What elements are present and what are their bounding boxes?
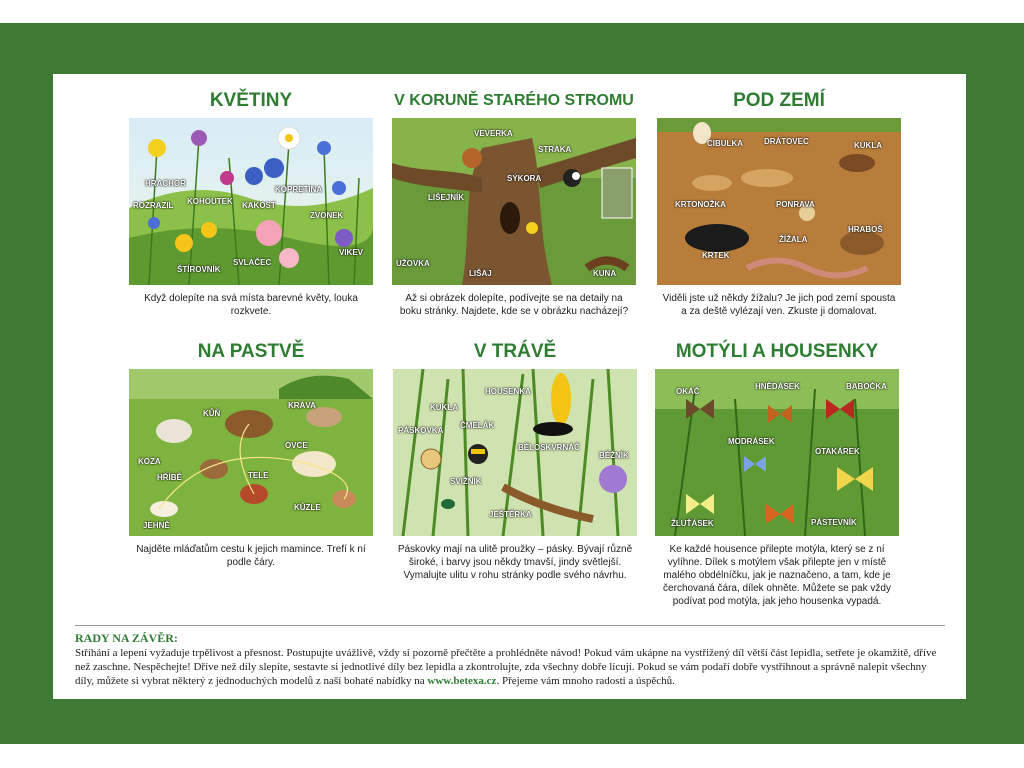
- creature-label: HOUSENKA: [485, 387, 531, 396]
- meadow-flowers-illustration: [129, 118, 373, 285]
- creature-label: PONRAVA: [776, 200, 815, 209]
- panel-title: V TRÁVĚ: [473, 341, 557, 362]
- panel-title: MOTÝLI A HOUSENKY: [675, 341, 879, 362]
- creature-label: JEŠTĚRKA: [489, 510, 532, 519]
- flower-label: SVLAČEC: [233, 258, 272, 267]
- panel-caption: Ke každé housence přilepte motýla, který se z ní vylíhne. Dílek s motýlem však přilepte jen v místě malého obdélníčku, jak je naznačeno, a tam, kde je čerchovaná čára, dílek ohněte. Můžete se pak vždy podívat pod motýla, jak jeho housenka vypadá.: [663, 544, 891, 607]
- flower-label: ZVONEK: [310, 211, 344, 220]
- animal-label: KOZA: [138, 457, 161, 466]
- creature-label: SVIŽNÍK: [450, 477, 482, 486]
- animal-label: HŘÍBĚ: [157, 473, 182, 482]
- animal-label: UŽOVKA: [396, 259, 430, 268]
- panel-caption: Viděli jste už někdy žížalu? Je jich pod zemí spousta a za deště vylézají ven. Zkuste ji domalovat.: [662, 293, 896, 317]
- panel-pod-zemi: [657, 88, 901, 318]
- creature-label: ČMELÁK: [460, 421, 495, 430]
- tips-text: Stříhání a lepení vyžaduje trpělivost a přesnost. Postupujte uvážlivě, vždy si pozorně přečtěte a prohlédněte návod! Pokud vám ukápne na vystřižený díl větší část lepidla, setřete je okamžitě, dříve než zaschne. Nespěchejte! Dříve než díly slepíte, sestavte si jednotlivé díly bez lepidla a zkontrolujte, zda všechny dobře lícují. Pokud se vám podaří dobře vystřihnout a správně nalepit všechny díly, můžete si vybrat některý z jednoduchých modelů z naší bohaté nabídky na: [75, 647, 937, 687]
- flower-label: ROZRAZIL: [133, 201, 174, 210]
- tips-heading: RADY NA ZÁVĚR:: [75, 631, 178, 645]
- animal-label: KŮZLE: [294, 503, 321, 512]
- panel-caption: Najděte mláďatům cestu k jejich mamince. Trefí k ní podle čáry.: [136, 544, 366, 568]
- flower-label: HRACHOR: [145, 179, 186, 188]
- animal-label: LIŠEJNÍK: [428, 193, 465, 202]
- butterfly-label: MODRÁSEK: [728, 437, 775, 446]
- animal-label: KŮŇ: [203, 409, 221, 418]
- flower-label: ŠTÍROVNÍK: [177, 265, 221, 274]
- underground-illustration: [657, 118, 901, 285]
- creature-label: KUKLA: [430, 403, 458, 412]
- tips-paragraph: [75, 646, 947, 688]
- butterflies-illustration: [655, 369, 899, 536]
- website-link[interactable]: www.betexa.cz: [427, 675, 497, 687]
- pasture-illustration: [129, 369, 373, 536]
- animal-label: TELE: [248, 471, 269, 480]
- creature-label: KUKLA: [854, 141, 882, 150]
- divider: [75, 625, 945, 626]
- animal-label: OVCE: [285, 441, 308, 450]
- creature-label: BĚŽNÍK: [599, 451, 629, 460]
- creature-label: BĚLOSKVRNÁČ: [518, 443, 580, 452]
- animal-label: KRÁVA: [288, 401, 316, 410]
- butterfly-label: BABOČKA: [846, 382, 887, 391]
- panel-caption: Páskovky mají na ulitě proužky – pásky. Bývají různě široké, i barvy jsou někdy tmavší, jindy světlejší. Vymalujte ulitu v rohu stránky podle svého návrhu.: [397, 544, 633, 581]
- creature-label: HRABOŠ: [848, 225, 883, 234]
- panel-title: KVĚTINY: [209, 90, 293, 111]
- animal-label: LIŠAJ: [469, 269, 492, 278]
- panel-koruna: [392, 88, 636, 318]
- panel-caption: Když dolepíte na svá místa barevné květy, louka rozkvete.: [144, 293, 358, 317]
- animal-label: JEHNĚ: [143, 521, 170, 530]
- creature-label: KRTONOŽKA: [675, 200, 726, 209]
- panel-title: NA PASTVĚ: [197, 341, 305, 362]
- animal-label: KUNA: [593, 269, 617, 278]
- butterfly-label: ŽLUŤÁSEK: [671, 519, 714, 528]
- panel-motyli: [655, 339, 899, 608]
- panel-na-pastve: [129, 339, 373, 569]
- creature-label: PÁSKOVKA: [398, 426, 444, 435]
- butterfly-label: OTAKÁREK: [815, 447, 860, 456]
- animal-label: SÝKORA: [507, 174, 542, 183]
- animal-label: STRAKA: [538, 145, 572, 154]
- tips-text-end: . Přejeme vám mnoho radosti a úspěchů.: [496, 675, 675, 687]
- butterfly-label: HNĚDÁSEK: [755, 382, 800, 391]
- panel-kvetiny: [129, 88, 373, 318]
- panel-caption: Až si obrázek dolepíte, podívejte se na detaily na boku stránky. Najdete, kde se v obrázku nacházejí?: [399, 293, 629, 317]
- butterfly-label: PÁSTEVNÍK: [811, 518, 857, 527]
- flower-label: KAKOST: [242, 201, 276, 210]
- animal-label: VEVERKA: [474, 129, 513, 138]
- panel-title: V KORUNĚ STARÉHO STROMU: [394, 92, 634, 109]
- flower-label: VIKEV: [339, 248, 364, 257]
- grass-illustration: [393, 369, 637, 536]
- flower-label: KOHOUTEK: [187, 197, 233, 206]
- panel-title: POD ZEMÍ: [733, 90, 825, 111]
- creature-label: ŽÍŽALA: [779, 235, 808, 244]
- panel-v-trave: [393, 339, 637, 582]
- creature-label: KRTEK: [702, 251, 730, 260]
- butterfly-label: OKÁČ: [676, 387, 700, 396]
- tree-crown-illustration: [392, 118, 636, 285]
- flower-label: KOPRETINA: [275, 185, 323, 194]
- creature-label: DRÁTOVEC: [764, 137, 809, 146]
- creature-label: CIBULKA: [707, 139, 743, 148]
